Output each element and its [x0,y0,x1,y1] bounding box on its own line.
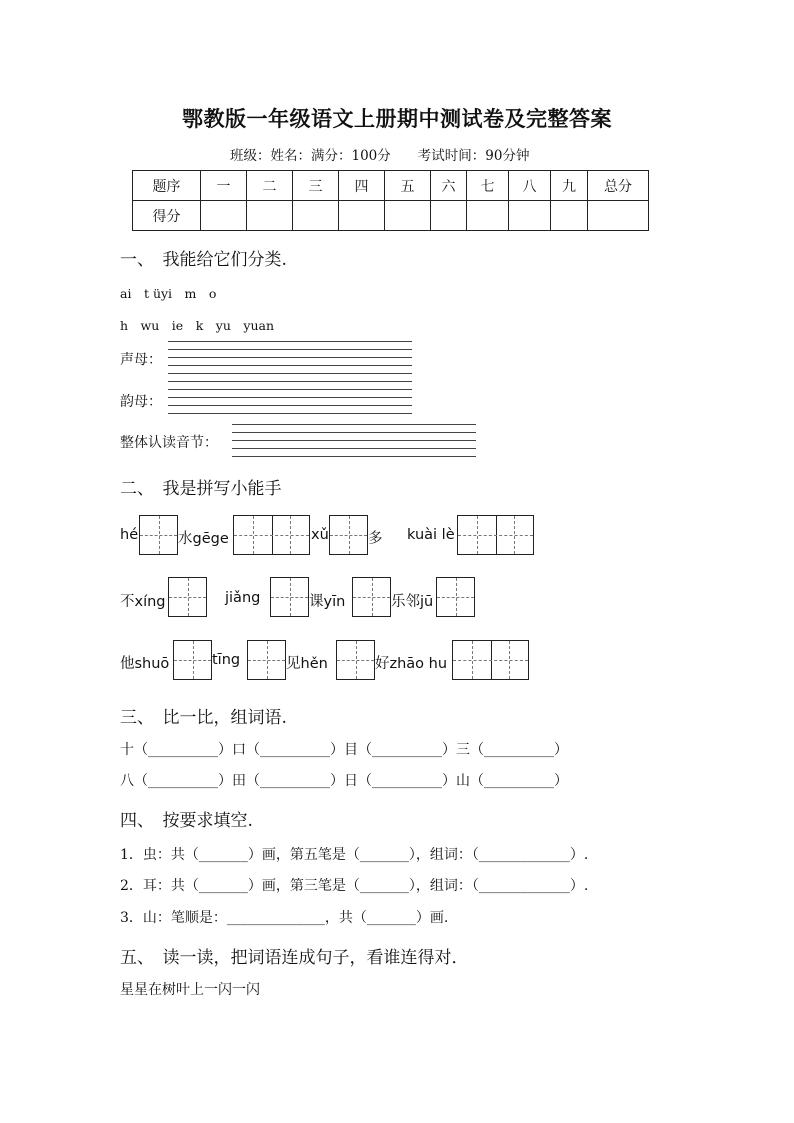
header-cell: 四 [339,171,385,201]
score-table-score-row [133,201,649,231]
score-cell[interactable] [588,201,649,231]
header-cell: 九 [551,171,588,201]
row-label: 得分 [133,201,201,231]
yunmu-label: 韵母： [120,394,162,410]
score-cell[interactable] [551,201,588,231]
pinyin-label: hé [120,527,139,543]
section-5-heading: 五、 读一读，把词语连成句子，看谁连得对． [120,948,469,968]
writing-grid[interactable] [352,577,391,617]
answer-line[interactable] [168,365,412,366]
writing-grid[interactable] [452,640,529,680]
score-cell[interactable] [293,201,339,231]
answer-line[interactable] [168,389,412,390]
pinyin-label: xǔ [311,527,329,543]
page-title: 鄂教版一年级语文上册期中测试卷及完整答案 [182,106,612,131]
score-cell[interactable] [509,201,551,231]
section-3-heading: 三、 比一比，组词语. [120,708,287,728]
writing-grid[interactable] [270,577,309,617]
answer-line[interactable] [168,349,412,350]
answer-line[interactable] [232,432,476,433]
answer-line[interactable] [168,405,412,406]
answer-line[interactable] [168,397,412,398]
answer-line[interactable] [168,413,412,414]
pinyin-label: kuài lè [407,527,455,543]
pinyin-label: 见hěn [286,656,328,672]
question-1[interactable]: 1．虫：共（_______）画，第五笔是（_______），组词：（_____________）. [120,847,589,863]
sentence-line-1: 星星在树叶上一闪一闪 [120,982,260,998]
answer-line[interactable] [168,341,412,342]
pinyin-label: jiǎng [225,590,261,606]
word-row-2[interactable]: 八（__________）田（__________）日（__________）山（__________） [120,773,568,789]
score-cell[interactable] [201,201,247,231]
shengmu-label: 声母： [120,352,162,368]
answer-line[interactable] [168,381,412,382]
letters-row-2: h wu ie k yu yuan [120,318,274,333]
writing-grid[interactable] [139,515,178,555]
header-cell: 总分 [588,171,649,201]
writing-grid[interactable] [247,640,286,680]
score-cell[interactable] [247,201,293,231]
section-1-heading: 一、 我能给它们分类. [120,250,287,270]
writing-grid[interactable] [329,515,368,555]
score-table-header-row [133,171,649,201]
word-row-1[interactable]: 十（__________）口（__________）目（__________）三（__________） [120,742,568,758]
answer-line[interactable] [168,357,412,358]
score-cell[interactable] [339,201,385,231]
pinyin-label: 不xíng [120,594,166,610]
score-cell[interactable] [385,201,431,231]
header-cell: 八 [509,171,551,201]
pinyin-label: 好zhāo hu [375,656,448,672]
writing-grid[interactable] [233,515,310,555]
header-cell: 二 [247,171,293,201]
score-table [132,170,649,231]
writing-grid[interactable] [173,640,212,680]
answer-line[interactable] [232,440,476,441]
header-cell: 一 [201,171,247,201]
header-cell: 题序 [133,171,201,201]
pinyin-label: 课yīn [309,594,346,610]
writing-grid[interactable] [436,577,475,617]
pinyin-label: 他shuō [120,656,170,672]
section-4-heading: 四、 按要求填空. [120,811,253,831]
writing-grid[interactable] [457,515,534,555]
score-cell[interactable] [467,201,509,231]
letters-row-1: ai t üyi m o [120,286,217,301]
header-cell: 三 [293,171,339,201]
section-2-heading: 二、 我是拼写小能手 [120,479,282,499]
answer-line[interactable] [168,373,412,374]
header-cell: 六 [431,171,467,201]
question-2[interactable]: 2．耳：共（_______）画，第三笔是（_______），组词：（_____________）. [120,878,589,894]
pinyin-label: 乐邻jū [391,594,434,610]
header-cell: 七 [467,171,509,201]
writing-grid[interactable] [168,577,207,617]
text-label: 多 [368,531,383,547]
answer-line[interactable] [232,424,476,425]
pinyin-label: tīng [212,652,241,668]
header-cell: 五 [385,171,431,201]
writing-grid[interactable] [336,640,375,680]
question-3[interactable]: 3．山：笔顺是：______________，共（_______）画. [120,910,449,926]
answer-line[interactable] [232,456,476,457]
zhengti-label: 整体认读音节： [120,435,218,451]
pinyin-label: 水gēge [178,531,229,547]
answer-line[interactable] [232,448,476,449]
exam-info: 班级：姓名：满分：100分 考试时间：90分钟 [230,148,530,164]
score-cell[interactable] [431,201,467,231]
